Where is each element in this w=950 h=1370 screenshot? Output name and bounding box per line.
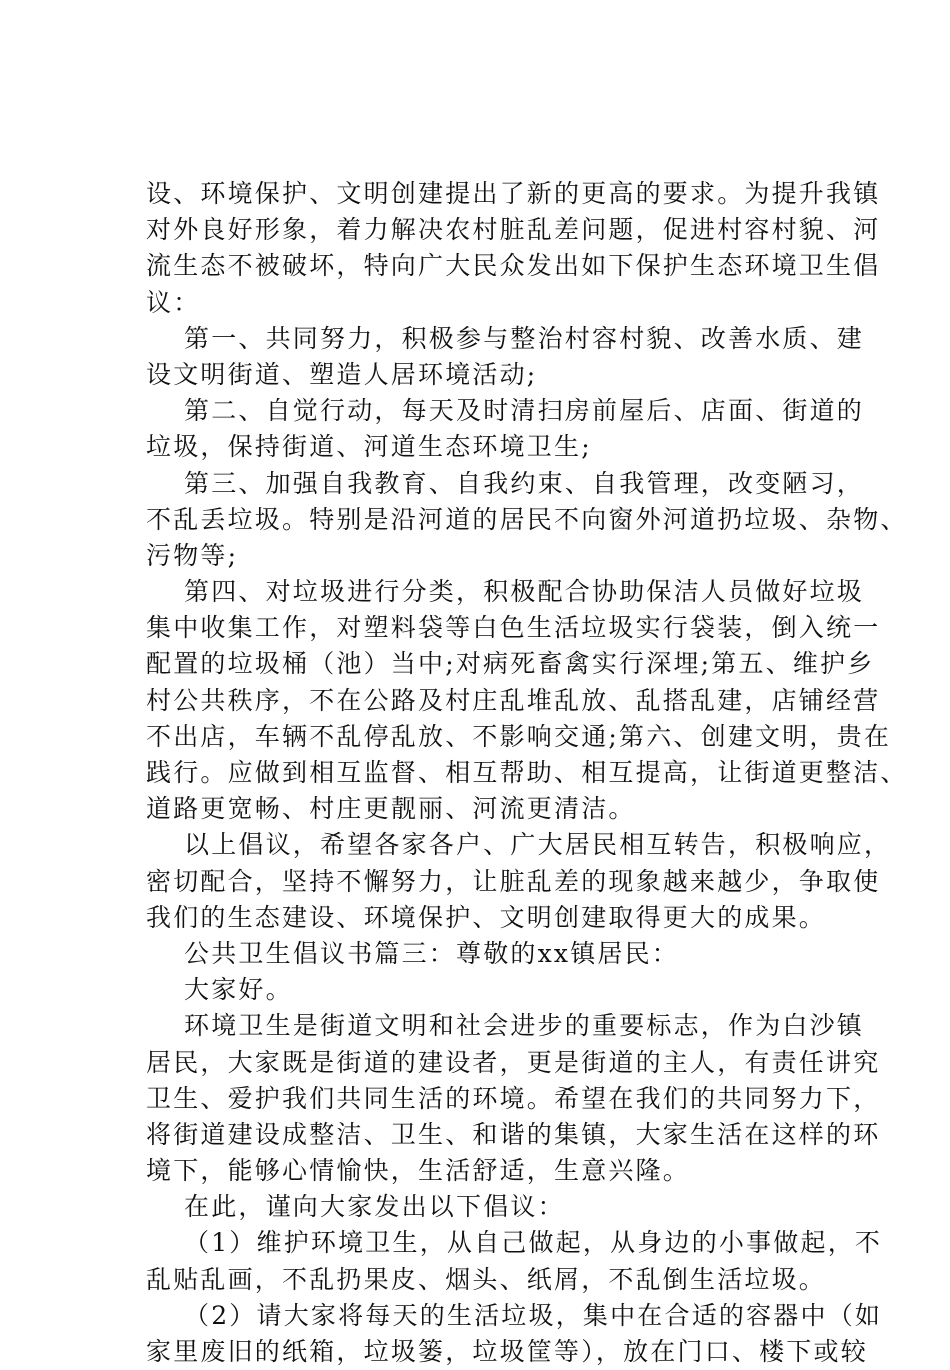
text-line: 我们的生态建设、环境保护、文明创建取得更大的成果。 [146,902,827,932]
text-line: 乱贴乱画，不乱扔果皮、烟头、纸屑，不乱倒生活垃圾。 [146,1264,827,1294]
text-line: 境下，能够心情愉快，生活舒适，生意兴隆。 [146,1156,691,1186]
text-line: 居民，大家既是街道的建设者，更是街道的主人，有责任讲究 [146,1047,881,1077]
text-line: 以上倡议，希望各家各户、广大居民相互转告，积极响应， [184,830,892,860]
text-line: 将街道建设成整洁、卫生、和谐的集镇，大家生活在这样的环 [146,1119,881,1149]
text-line: （1）维护环境卫生，从自己做起，从身边的小事做起，不 [184,1228,883,1258]
document-body [146,176,908,1370]
text-line: 第二、自觉行动，每天及时清扫房前屋后、店面、街道的 [184,396,865,426]
text-line: 卫生、爱护我们共同生活的环境。希望在我们的共同努力下， [146,1083,881,1113]
text-line: 议： [146,287,201,317]
text-line: 密切配合，坚持不懈努力，让脏乱差的现象越来越少，争取使 [146,866,881,896]
text-line: 大家好。 [184,975,293,1005]
text-line: 污物等; [146,540,239,570]
text-line: 村公共秩序，不在公路及村庄乱堆乱放、乱搭乱建，店铺经营 [146,685,881,715]
text-line: 环境卫生是街道文明和社会进步的重要标志，作为白沙镇 [184,1011,865,1041]
text-line: 不乱丢垃圾。特别是沿河道的居民不向窗外河道扔垃圾、杂物、 [146,504,908,534]
text-line: 家里废旧的纸箱，垃圾篓，垃圾筐等），放在门口、楼下或较 [146,1337,868,1366]
text-line: （2）请大家将每天的生活垃圾，集中在合适的容器中（如 [184,1300,883,1330]
text-line: 垃圾，保持街道、河道生态环境卫生; [146,432,592,462]
text-line: 配置的垃圾桶（池）当中;对病死畜禽实行深埋;第五、维护乡 [146,649,875,679]
text-line: 集中收集工作，对塑料袋等白色生活垃圾实行袋装，倒入统一 [146,613,881,643]
text-line: 公共卫生倡议书篇三：尊敬的xx镇居民： [184,938,679,968]
text-line: 践行。应做到相互监督、相互帮助、相互提高，让街道更整洁、 [146,758,908,787]
text-line: 对外良好形象，着力解决农村脏乱差问题，促进村容村貌、河 [146,215,881,245]
text-line: 流生态不被破坏，特向广大民众发出如下保护生态环境卫生倡 [146,251,881,281]
text-line: 不出店，车辆不乱停乱放、不影响交通;第六、创建文明，贵在 [146,721,892,751]
text-line: 第三、加强自我教育、自我约束、自我管理，改变陋习， [184,468,865,498]
text-line: 设、环境保护、文明创建提出了新的更高的要求。为提升我镇 [146,179,881,208]
text-line: 设文明街道、塑造人居环境活动; [146,359,538,389]
text-line: 第一、共同努力，积极参与整治村容村貌、改善水质、建 [184,323,865,353]
text-line: 道路更宽畅、村庄更靓丽、河流更清洁。 [146,794,636,824]
text-line: 第四、对垃圾进行分类，积极配合协助保洁人员做好垃圾 [184,577,865,607]
text-line: 在此，谨向大家发出以下倡议： [184,1192,565,1222]
